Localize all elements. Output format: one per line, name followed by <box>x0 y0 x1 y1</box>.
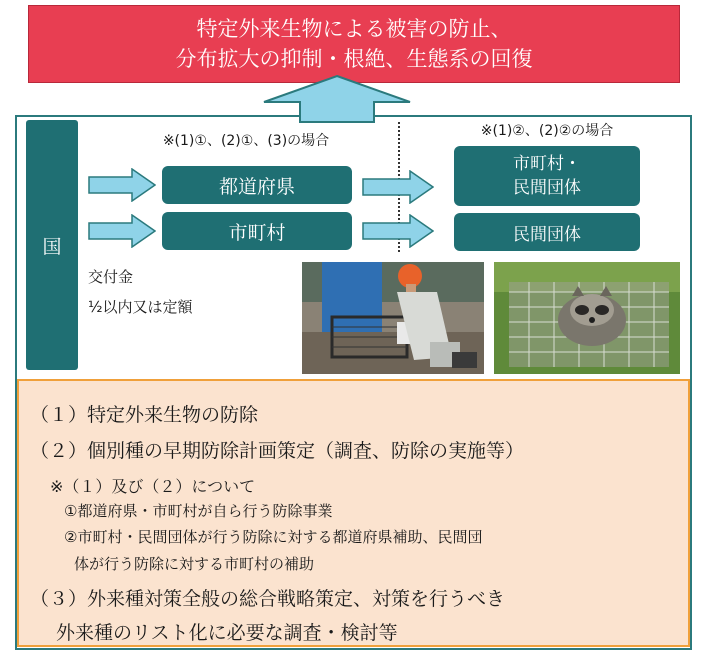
goal-line-1: 特定外来生物による被害の防止、 <box>196 17 512 41</box>
subsidy-line-1: 交付金 <box>88 268 134 286</box>
municipality-private-org-box <box>454 146 640 206</box>
raccoon-cage-photo <box>494 262 680 374</box>
list-note-2-line-2: 体が行う防除に対する市町村の補助 <box>74 555 315 573</box>
goal-box <box>28 5 680 83</box>
list-note-2-line-1: ②市町村・民間団体が行う防除に対する都道府県補助、民間団 <box>64 528 483 546</box>
subsidy-text <box>88 262 193 322</box>
subsidy-line-2: ½以内又は定額 <box>88 298 193 316</box>
country-box: 国 <box>26 120 78 370</box>
list-note-1: ①都道府県・市町村が自ら行う防除事業 <box>64 502 333 520</box>
worker-trap-photo <box>302 262 484 374</box>
prefecture-box: 都道府県 <box>162 166 352 204</box>
municipality-org-line-1: 市町村・ <box>513 154 581 174</box>
arrow-to-prefecture-icon <box>88 168 156 202</box>
list-item-3-line-1: （３）外来種対策全般の総合戦略策定、対策を行うべき <box>30 588 506 610</box>
note-left: ※(1)①、(2)①、(3)の場合 <box>162 133 330 149</box>
note-right: ※(1)②、(2)②の場合 <box>480 123 614 139</box>
arrow-to-municipality-org-icon <box>362 170 434 204</box>
municipality-box: 市町村 <box>162 212 352 250</box>
list-item-1: （１）特定外来生物の防除 <box>30 404 259 426</box>
municipality-org-line-2: 民間団体 <box>513 178 581 198</box>
list-note-head: ※（１）及び（２）について <box>50 477 256 496</box>
private-org-box: 民間団体 <box>454 213 640 251</box>
up-arrow-icon <box>262 74 412 124</box>
arrow-to-municipality-icon <box>88 214 156 248</box>
arrow-to-private-org-icon <box>362 214 434 248</box>
list-item-2: （２）個別種の早期防除計画策定（調査、防除の実施等） <box>30 440 525 462</box>
list-item-3-line-2: 外来種のリスト化に必要な調査・検討等 <box>56 622 398 644</box>
goal-line-2: 分布拡大の抑制・根絶、生態系の回復 <box>175 47 533 71</box>
